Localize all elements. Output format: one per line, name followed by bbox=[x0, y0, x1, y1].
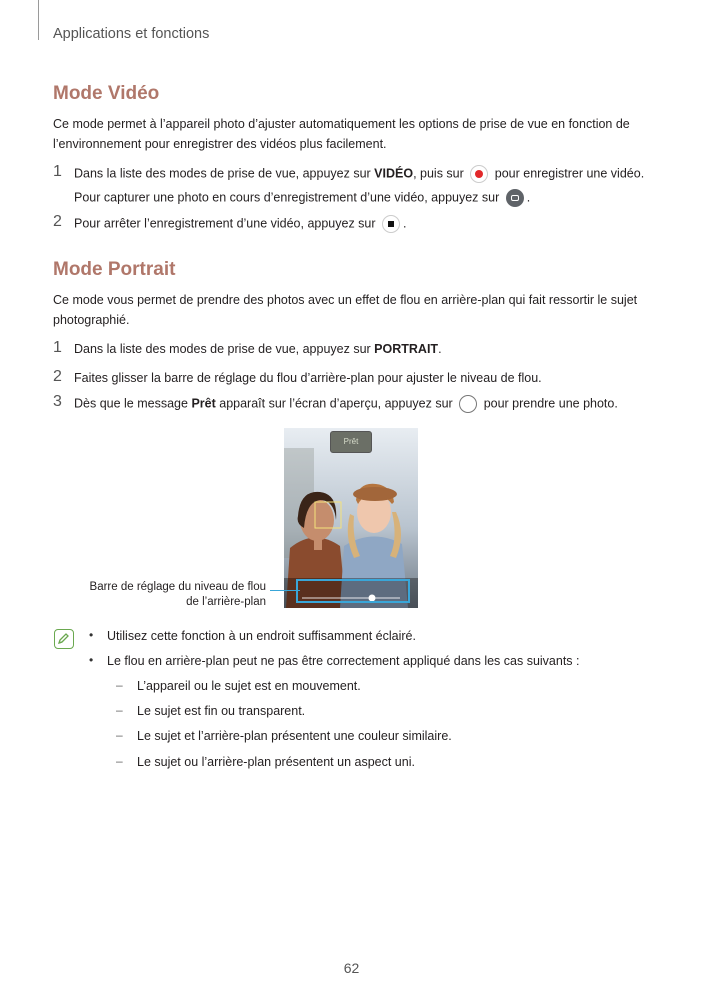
step-number: 3 bbox=[53, 393, 62, 410]
section-header: Applications et fonctions bbox=[53, 26, 210, 42]
dash-mark: – bbox=[116, 703, 123, 717]
bullet-mark: • bbox=[89, 628, 94, 642]
video-step-1-capture: Pour capturer une photo en cours d’enregistrement d’une vidéo, appuyez sur . bbox=[74, 189, 530, 207]
portrait-step-3: Dès que le message Prêt apparaît sur l’écran d’aperçu, appuyez sur pour prendre une photo. bbox=[74, 395, 618, 413]
step-number: 2 bbox=[53, 368, 62, 385]
note-bullet: Le flou en arrière-plan peut ne pas être correctement appliqué dans les cas suivants : bbox=[107, 654, 580, 668]
video-step-2: Pour arrêter l’enregistrement d’une vidéo, appuyez sur . bbox=[74, 215, 407, 233]
record-button-icon bbox=[470, 165, 488, 183]
ready-badge: Prêt bbox=[330, 431, 372, 453]
portrait-mode-intro: Ce mode vous permet de prendre des photos avec un effet de flou en arrière-plan qui fait ressortir le sujet photographié. bbox=[53, 293, 638, 327]
pencil-icon bbox=[55, 630, 72, 647]
dash-mark: – bbox=[116, 754, 123, 768]
stop-button-icon bbox=[382, 215, 400, 233]
note-bullet: Utilisez cette fonction à un endroit suffisamment éclairé. bbox=[107, 629, 416, 643]
note-subitem: Le sujet est fin ou transparent. bbox=[137, 704, 306, 718]
dash-mark: – bbox=[116, 728, 123, 742]
note-subitem: Le sujet ou l’arrière-plan présentent un aspect uni. bbox=[137, 755, 415, 769]
blur-slider-highlight bbox=[296, 579, 410, 603]
portrait-mode-title: Mode Portrait bbox=[53, 259, 176, 280]
step-number: 2 bbox=[53, 213, 62, 230]
header-rule bbox=[38, 0, 39, 40]
blur-slider-callout: Barre de réglage du niveau de flou de l’arrière-plan bbox=[89, 581, 266, 608]
portrait-step-2: Faites glisser la barre de réglage du flou d’arrière-plan pour ajuster le niveau de flou. bbox=[74, 371, 542, 385]
capture-photo-icon bbox=[506, 189, 524, 207]
video-mode-intro: Ce mode permet à l’appareil photo d’ajuster automatiquement les options de prise de vue en fonction de l’environnement pour enregistrer des vidéos plus facilement. bbox=[53, 117, 630, 151]
shutter-button-icon bbox=[459, 395, 477, 413]
bullet-mark: • bbox=[89, 653, 94, 667]
step-number: 1 bbox=[53, 339, 62, 356]
portrait-step-1: Dans la liste des modes de prise de vue, appuyez sur PORTRAIT. bbox=[74, 342, 442, 356]
video-mode-title: Mode Vidéo bbox=[53, 83, 160, 104]
note-subitem: L’appareil ou le sujet est en mouvement. bbox=[137, 679, 361, 693]
dash-mark: – bbox=[116, 678, 123, 692]
note-subitem: Le sujet et l’arrière-plan présentent une couleur similaire. bbox=[137, 729, 452, 743]
note-icon bbox=[54, 629, 74, 649]
video-step-1: Dans la liste des modes de prise de vue, appuyez sur VIDÉO, puis sur pour enregistrer une vidéo. bbox=[74, 165, 644, 183]
step-number: 1 bbox=[53, 163, 62, 180]
page-number: 62 bbox=[343, 960, 360, 976]
